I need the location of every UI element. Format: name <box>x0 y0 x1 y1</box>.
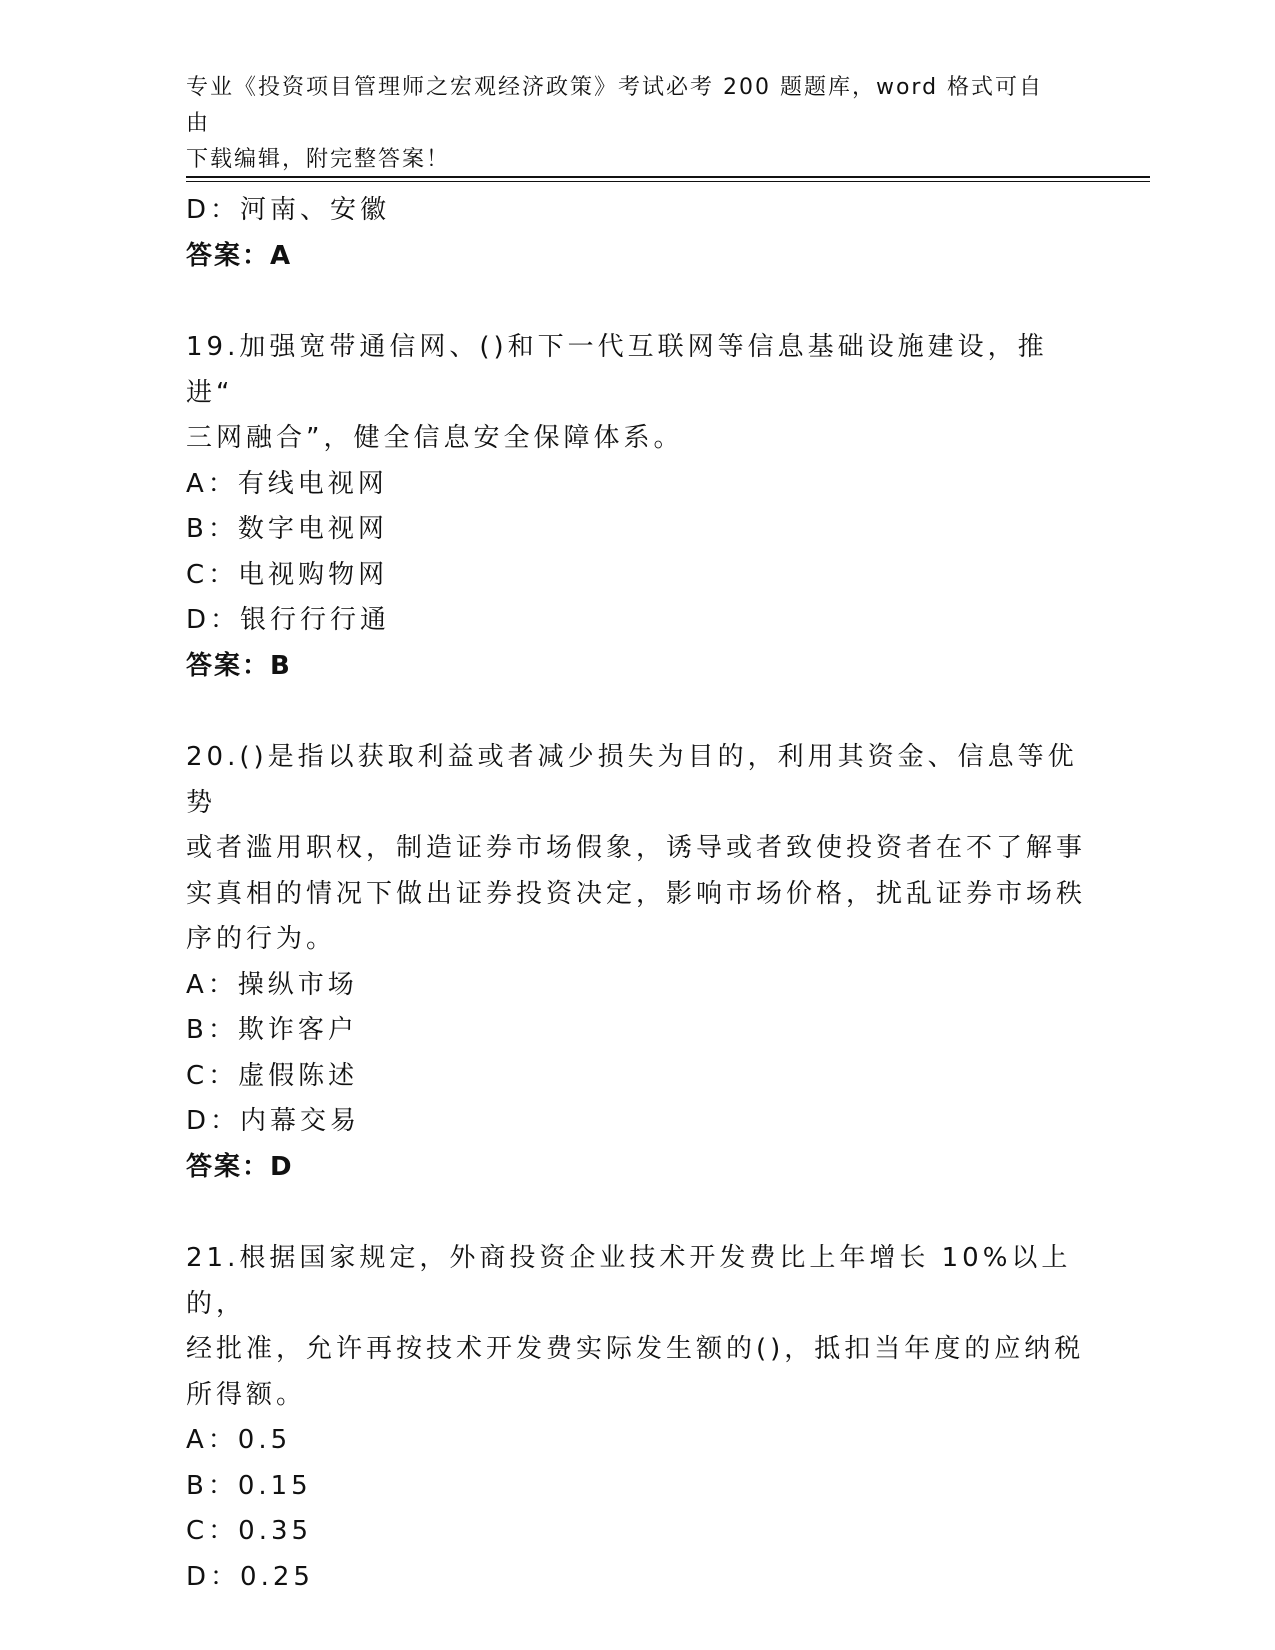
option-d: D：河南、安徽 <box>186 195 391 225</box>
option-b: B：欺诈客户 <box>186 1015 358 1045</box>
question-20 <box>186 735 1086 1190</box>
header-line-1: 专业《投资项目管理师之宏观经济政策》考试必考 200 题题库，word 格式可自由 <box>186 75 1044 136</box>
question-line: 经批准，允许再按技术开发费实际发生额的()，抵扣当年度的应纳税 <box>186 1334 1085 1364</box>
question-line: 所得额。 <box>186 1379 307 1410</box>
option-d: D：银行行行通 <box>186 605 391 635</box>
document-body <box>186 188 1086 1600</box>
option-b: B：0.15 <box>186 1470 312 1501</box>
question-text <box>186 735 1086 963</box>
question-21 <box>186 1236 1086 1600</box>
option-c: C：0.35 <box>186 1516 313 1546</box>
answer: 答案：D <box>186 1151 294 1182</box>
question-text <box>186 1236 1086 1418</box>
question-text <box>186 325 1086 462</box>
question-line: 20.()是指以获取利益或者减少损失为目的，利用其资金、信息等优势 <box>186 742 1078 818</box>
question-line: 21.根据国家规定，外商投资企业技术开发费比上年增长 10%以上的， <box>186 1243 1072 1319</box>
option-d: D：0.25 <box>186 1561 314 1592</box>
spacer <box>186 279 1086 325</box>
spacer <box>186 1190 1086 1236</box>
question-line: 19.加强宽带通信网、()和下一代互联网等信息基础设施建设，推进“ <box>186 332 1048 408</box>
option-c: C：电视购物网 <box>186 559 389 590</box>
question-line: 序的行为。 <box>186 924 337 954</box>
question-line: 或者滥用职权，制造证券市场假象，诱导或者致使投资者在不了解事 <box>186 833 1087 863</box>
question-19 <box>186 325 1086 689</box>
answer: 答案：A <box>186 240 293 271</box>
option-a: A：有线电视网 <box>186 468 388 499</box>
option-a: A：操纵市场 <box>186 969 358 1000</box>
question-line: 三网融合”，健全信息安全保障体系。 <box>186 423 684 453</box>
spacer <box>186 689 1086 735</box>
prev-question-tail <box>186 188 1086 279</box>
option-a: A：0.5 <box>186 1425 292 1455</box>
question-line: 实真相的情况下做出证券投资决定，影响市场价格，扰乱证券市场秩 <box>186 878 1087 909</box>
header-line-2: 下载编辑，附完整答案！ <box>186 147 451 172</box>
option-c: C：虚假陈述 <box>186 1060 359 1091</box>
page-header <box>186 70 1066 178</box>
option-d: D：内幕交易 <box>186 1106 361 1136</box>
header-rule-thick <box>186 176 1150 178</box>
header-rule-thin <box>186 181 1150 182</box>
answer: 答案：B <box>186 650 292 681</box>
option-b: B：数字电视网 <box>186 514 388 544</box>
